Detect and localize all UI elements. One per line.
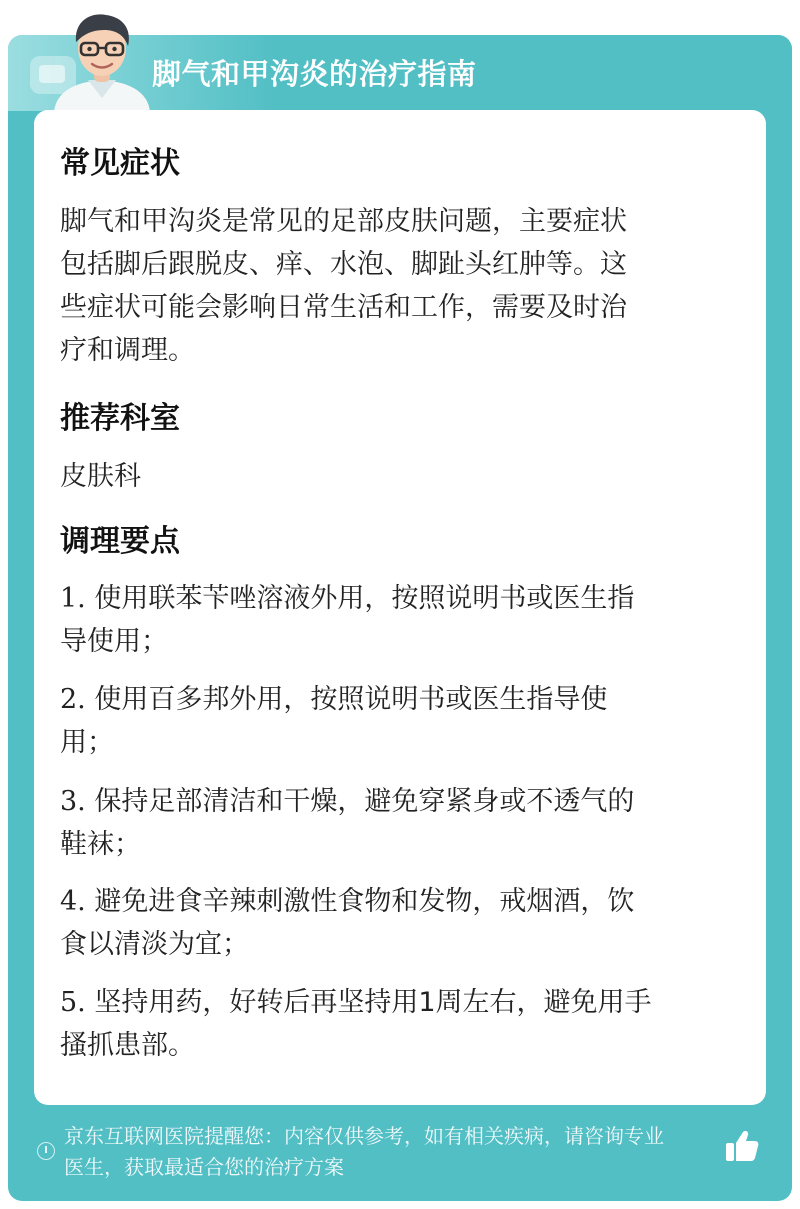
care-item-number: 2. (60, 684, 86, 715)
symptoms-heading: 常见症状 (60, 146, 180, 181)
care-item-text: 用； (60, 727, 114, 758)
care-item-text: 保持足部清洁和干燥，避免穿紧身或不透气的 (94, 786, 635, 817)
symptoms-text (60, 200, 740, 372)
doctor-avatar (48, 8, 156, 112)
care-item-text: 使用联苯苄唑溶液外用，按照说明书或医生指 (94, 583, 635, 614)
care-item (60, 678, 740, 764)
care-item-text: 导使用； (60, 626, 168, 657)
care-item (60, 780, 740, 866)
care-item (60, 981, 740, 1067)
care-heading: 调理要点 (60, 524, 180, 559)
care-item-number: 1. (60, 583, 86, 614)
footer-disclaimer (64, 1121, 728, 1183)
care-item-number: 5. (60, 987, 86, 1018)
care-item-text: 坚持用药，好转后再坚持用1周左右，避免用手 (94, 987, 652, 1018)
symptoms-line: 脚气和甲沟炎是常见的足部皮肤问题，主要症状 (60, 206, 627, 237)
info-icon (37, 1142, 55, 1160)
care-item-text: 食以清淡为宜； (60, 929, 249, 960)
symptoms-line: 些症状可能会影响日常生活和工作，需要及时治 (60, 292, 627, 323)
symptoms-line: 疗和调理。 (60, 335, 195, 366)
department-heading: 推荐科室 (60, 401, 180, 436)
page-title: 脚气和甲沟炎的治疗指南 (152, 57, 477, 91)
care-item (60, 577, 740, 663)
care-item (60, 880, 740, 966)
care-item-number: 4. (60, 886, 86, 917)
care-item-text: 鞋袜； (60, 829, 141, 860)
care-item-text: 使用百多邦外用，按照说明书或医生指导使 (94, 684, 608, 715)
care-item-number: 3. (60, 786, 86, 817)
care-item-text: 搔抓患部。 (60, 1030, 195, 1061)
care-item-text: 避免进食辛辣刺激性食物和发物，戒烟酒，饮 (94, 886, 635, 917)
thumbs-up-icon[interactable] (724, 1128, 760, 1164)
symptoms-line: 包括脚后跟脱皮、痒、水泡、脚趾头红肿等。这 (60, 249, 627, 280)
footer-line: 京东互联网医院提醒您：内容仅供参考，如有相关疾病，请咨询专业 (64, 1124, 664, 1148)
footer-line: 医生，获取最适合您的治疗方案 (64, 1155, 344, 1179)
department-value: 皮肤科 (60, 461, 141, 492)
